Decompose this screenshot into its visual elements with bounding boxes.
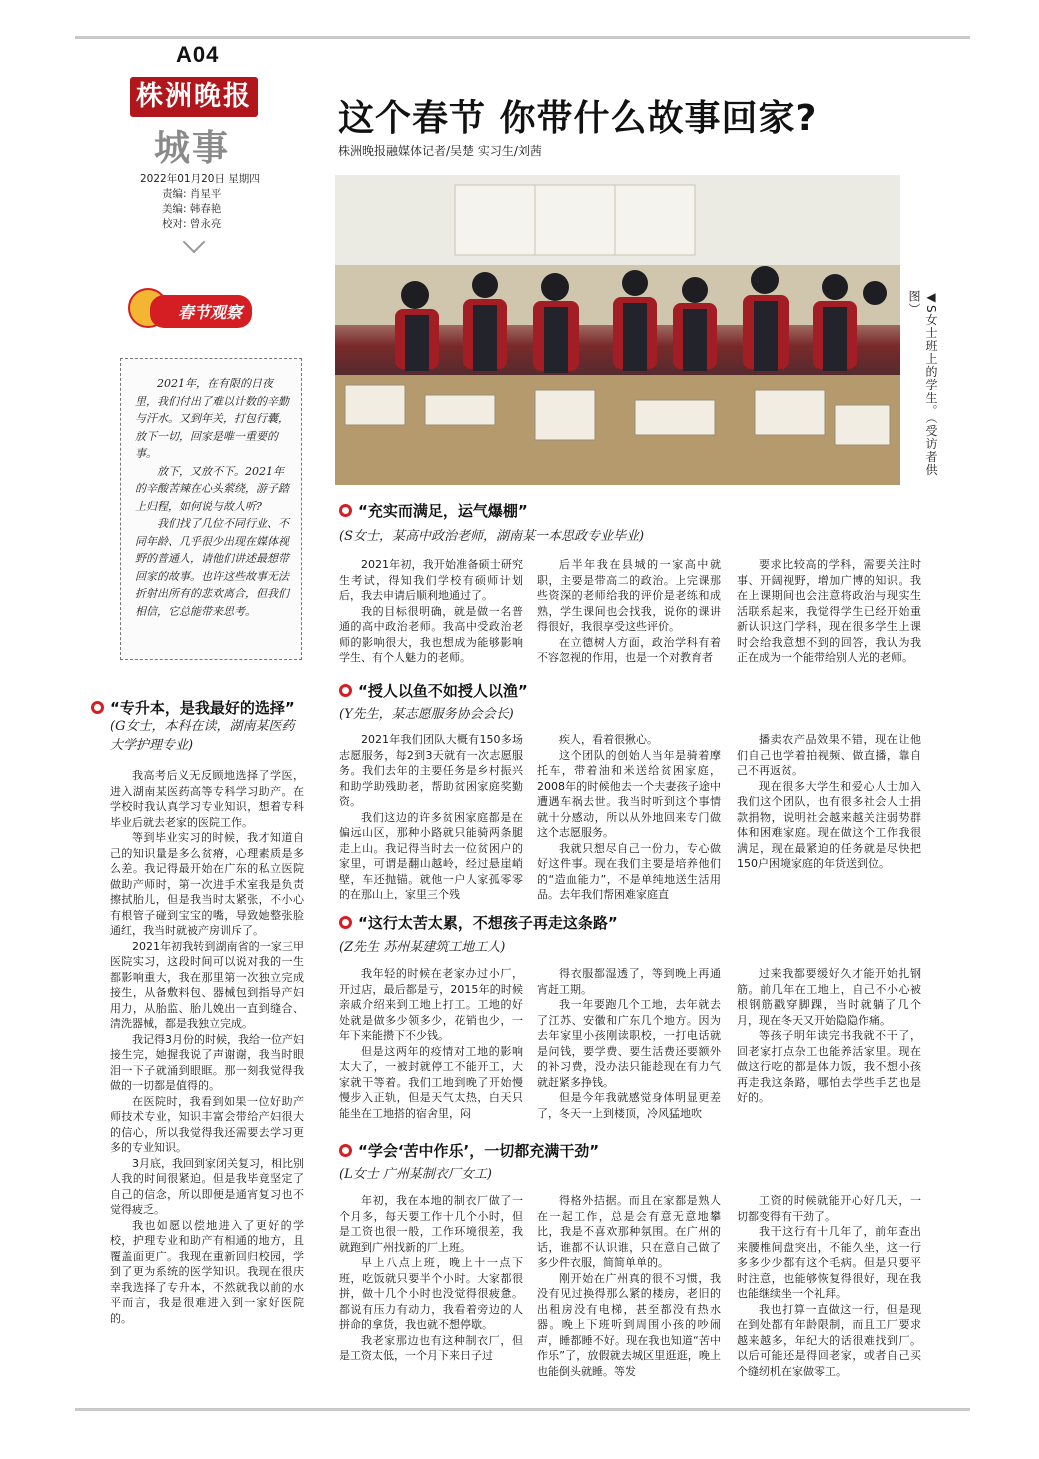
paragraph: 但是今年我就感觉身体明显更差了，冬天一上到楼顶，冷风猛地吹 (537, 1091, 721, 1120)
intro-paragraph: 2021年，在有限的日夜里，我们付出了难以计数的辛勤与汗水。又到年关，打包行囊，放下一切，回家是唯一重要的事。 (135, 377, 289, 460)
paragraph: 我们这边的许多贫困家庭都是在偏远山区，那种小路就只能骑两条腿走上山。我记得当时去一位贫困户的家里，可谓是翻山越岭，经过悬崖峭壁，车还抛锚。就他一户人家孤零零的在那山上，家里三个残 (339, 810, 523, 900)
paragraph: 我干这行有十几年了，前年查出来腰椎间盘突出，不能久坐，这一行多多少少都有这个毛病。但是只要平时注意，也能够恢复得很好，现在我也能继续坐一个礼拜。 (737, 1225, 921, 1300)
column (537, 732, 721, 900)
headline: 这个春节 你带什么故事回家? (338, 98, 818, 139)
section-header-z (339, 912, 618, 933)
classroom-photo-art (335, 175, 900, 485)
section-bullet-icon (339, 684, 352, 697)
paragraph: 我一年要跑几个工地，去年就去了江苏、安徽和广东几个地方。因为去年家里小孩刚读职校，一打电话就是问钱，要学费、要生活费还要额外的补习费，没办法只能趁现在有力气就赶紧多挣钱。 (537, 998, 721, 1089)
editor-credit: 责编: 肖星平 (162, 188, 222, 200)
paragraph: 等到毕业实习的时候，我才知道自己的知识量是多么贫瘠，心理素质是多么差。我记得最开始在广东的私立医院做助产师时，第一次进手术室我是负责擦拭胎儿，但是我当时太紧张，不小心有根管子碰到宝宝的嘴，导致她整张脸通红，我当时就被产房训斥了。 (110, 831, 304, 937)
section-title: “学会‘苦中作乐’，一切都充满干劲” (358, 1142, 600, 1160)
paragraph: 在医院时，我看到如果一位好助产师技术专业，知识丰富会带给产妇很大的信心，所以我觉得我还需要去学习更多的专业知识。 (110, 1094, 304, 1154)
paragraph: 2021年我们团队大概有150多场志愿服务，每2到3天就有一次志愿服务。我们去年的主要任务是乡村振兴和助学助残助老，帮助贫困家庭奖勤资。 (339, 733, 523, 808)
column (339, 966, 523, 1126)
section-name: 城事 (154, 127, 231, 169)
section-bullet-icon (339, 504, 352, 517)
paragraph: 我的目标很明确，就是做一名普通的高中政治老师。我高中受政治老师的影响很大，我也想成为能够影响学生、有个人魅力的老师。 (339, 604, 523, 664)
bottom-rule (75, 1408, 970, 1411)
classroom-photo (335, 175, 900, 485)
section-title: “授人以鱼不如授人以渔” (358, 682, 528, 700)
section-bullet-icon (339, 1144, 352, 1157)
paragraph: 我记得3月份的时候，我给一位产妇接生完，她握我说了声谢谢，我当时眼泪一下子就涌到眼眶。那一刻我觉得我做的一切都是值得的。 (110, 1032, 304, 1092)
column (737, 1193, 921, 1398)
photo-caption: ◀S女士班上的学生。（受访者供图） (907, 290, 938, 477)
paragraph: 年初，我在本地的制衣厂做了一个月多，每天要工作十几个小时，但是工资也很一般，工作环境很差，我就跑到广州找新的厂上班。 (339, 1194, 523, 1254)
masthead-logo: 株洲晚报 (130, 77, 258, 117)
paragraph: 2021年初我转到湖南省的一家三甲医院实习，这段时间可以说对我的一生都影响重大，我在那里第一次独立完成接生，从备敷料包、器械包到指导产妇用力，从胎监、胎儿娩出一直到缝合、清洗器械，都是我独立完成。 (110, 939, 304, 1030)
proofreader-credit: 校对: 曾永亮 (162, 218, 222, 230)
paragraph: 我老家那边也有这种制衣厂，但是工资太低，一个月下来日子过 (339, 1333, 523, 1362)
paragraph: 但是这两年的疫情对工地的影响太大了，一被封就停工不能开工，大家就干等着。我们工地到晚了开始慢慢步入正轨，但是天气太热，白天只能坐在工地搭的宿舍里，闷 (339, 1044, 523, 1120)
column (339, 732, 523, 900)
intro-paragraph: 放下，又放不下。2021年的辛酸苦辣在心头萦绕，游子踏上归程，如何说与故人听? (135, 464, 289, 513)
paragraph: 刚开始在广州真的很不习惯，我没有见过换得那么紧的楼房，老旧的出租房没有电梯，甚至都没有热水器。晚上下班听到周围小孩的吵闹声，睡都睡不好。现在我也知道“苦中作乐”了，放假就去城区里逛逛，晚上也能倒头就睡。等发 (537, 1271, 721, 1378)
paragraph: 等孩子明年读完书我就不干了，回老家打点杂工也能养活家里。现在做这行吃的都是体力饭，我不想小孩再走我这条路，哪怕去学些手艺也是好的。 (737, 1029, 921, 1104)
paragraph: 2021年初，我开始准备硕士研究生考试，得知我们学校有硕师计划后，我去申请后顺利地通过了。 (339, 558, 523, 602)
section-bullet-icon (339, 916, 352, 929)
section-bullet-icon (91, 701, 104, 714)
section-subtitle: (G女士，本科在读，湖南某医药大学护理专业) (110, 719, 295, 753)
section-subtitle: (Y先生，某志愿服务协会会长) (339, 707, 514, 722)
section-subtitle: (S女士，某高中政治老师，湖南某一本思政专业毕业) (339, 529, 645, 544)
column (537, 966, 721, 1126)
column (110, 768, 304, 1398)
column (537, 1193, 721, 1398)
paragraph: 我高考后义无反顾地选择了学医，进入湖南某医药高等专科学习助产。在学校时我认真学习专业知识，想着专科毕业后就去老家的医院工作。 (110, 769, 304, 829)
intro-content (121, 359, 301, 630)
paragraph: 过来我都要缓好久才能开始扎钢筋。前几年在工地上，自己不小心被根钢筋戳穿脚踝，当时就躺了几个月，现在冬天又开始隐隐作痛。 (737, 967, 921, 1027)
paragraph: 3月底，我回到家闭关复习，相比别人我的时间很紧迫。但是我毕竟坚定了自己的信念，所以即便是通宵复习也不觉得疲乏。 (110, 1156, 304, 1216)
designer-credit: 美编: 韩春艳 (162, 203, 222, 215)
section-title: “充实而满足，运气爆棚” (358, 502, 528, 520)
paragraph: 我就只想尽自己一份力，专心做好这件事。现在我们主要是培养他们的“造血能力”，不是单纯地送生活用品。去年我们帮困难家庭直 (537, 841, 721, 900)
section-header-l (339, 1140, 599, 1161)
column (339, 1193, 523, 1398)
paragraph: 得格外拮据。而且在家都是熟人在一起工作，总是会有意无意地攀比，我是不喜欢那种氛围。在广州的话，谁都不认识谁，只在意自己做了多少件衣服，简简单单的。 (537, 1194, 721, 1269)
column (737, 732, 921, 900)
issue-date: 2022年01月20日 星期四 (140, 173, 260, 185)
section-subtitle: (L女士 广州某制衣厂女工) (339, 1167, 492, 1182)
paragraph: 播卖农产品效果不错，现在让他们自己也学着拍视频、做直播，靠自己不再返贫。 (737, 733, 921, 777)
chevron-down-icon (183, 231, 206, 254)
paragraph: 早上八点上班，晚上十一点下班，吃饭就只要半个小时。大家都很拼，做十几个小时也没觉得很疲惫。都说有压力有动力，我看着旁边的人拼命的拿货，我也就不想停歇。 (339, 1256, 523, 1331)
column (737, 557, 921, 667)
column (737, 966, 921, 1126)
section-title: “专升本，是我最好的选择” (110, 699, 295, 717)
section-header-s (339, 500, 528, 521)
section-subtitle: (Z先生 苏州某建筑工地工人) (339, 940, 506, 955)
column (339, 557, 523, 667)
section-title: “这行太苦太累，不想孩子再走这条路” (358, 914, 618, 932)
paragraph: 我也如愿以偿地进入了更好的学校，护理专业和助产有相通的地方，且覆盖面更广。我现在重新回归校园，学到了更为系统的医学知识。我现在很庆幸我选择了专升本，不然就我以前的水平而言，我是很难进入到一家好医院的。 (110, 1218, 304, 1325)
intro-box (120, 358, 302, 660)
section-header-g (91, 697, 295, 718)
paragraph: 要求比较高的学科，需要关注时事、开阔视野，增加广博的知识。我在上课期间也会注意将政治与现实生活联系起来，我觉得学生已经开始重新认识这门学科，现在很多学生上课时会给我意想不到的回答，我认为我正在成为一个能带给别人光的老师。 (737, 558, 921, 664)
paragraph: 我也打算一直做这一行，但是现在到处都有年龄限制，而且工厂要求越来越多，年纪大的话很难找到厂。以后可能还是得回老家，或者自己买个缝纫机在家做零工。 (737, 1302, 921, 1378)
byline: 株洲晚报融媒体记者/吴楚 实习生/刘茜 (338, 144, 542, 158)
paragraph: 后半年我在县城的一家高中就职，主要是带高二的政治。上完课那些资深的老师给我的评价是老练和成熟，学生课间也会找我，说你的课讲得很好，我很享受这些评价。 (537, 558, 721, 633)
page-number: A04 (176, 42, 220, 67)
paragraph: 疾人，看着很揪心。 (559, 733, 658, 746)
paragraph: 在立德树人方面，政治学科有着不容忽视的作用，也是一个对教育者 (537, 635, 721, 664)
paragraph: 现在很多大学生和爱心人士加入我们这个团队，也有很多社会人士捐款捐物，说明社会越来越关注弱势群体和困难家庭。现在做这个工作我很满足，现在最紧迫的任务就是尽快把150户困境家庭的年货送到位。 (737, 779, 921, 870)
paragraph: 工资的时候就能开心好几天，一切都变得有干劲了。 (737, 1194, 921, 1223)
edition-meta (140, 172, 260, 232)
column-badge: 春节观察 (150, 295, 252, 328)
paragraph: 这个团队的创始人当年是骑着摩托车，带着油和米送给贫困家庭，2008年的时候他去一个夫妻孩子途中遭遇车祸去世。我当时听到这个事情就十分感动，所以从外地回来专门做这个志愿服务。 (537, 748, 721, 839)
paragraph: 我年轻的时候在老家办过小厂，开过店，最后都是亏，2015年的时候亲戚介绍来到工地上打工。工地的好处就是做多少领多少，花销也少，一年下来能攒下不少钱。 (339, 967, 523, 1042)
top-rule (75, 36, 970, 39)
section-header-y (339, 680, 528, 701)
column (537, 557, 721, 667)
intro-paragraph: 我们找了几位不同行业、不同年龄、几乎很少出现在媒体视野的普通人，请他们讲述最想带回家的故事。也许这些故事无法折射出所有的悲欢离合，但我们相信，它总能带来思考。 (135, 517, 289, 618)
paragraph: 得衣服都湿透了，等到晚上再通宵赶工期。 (537, 967, 721, 996)
